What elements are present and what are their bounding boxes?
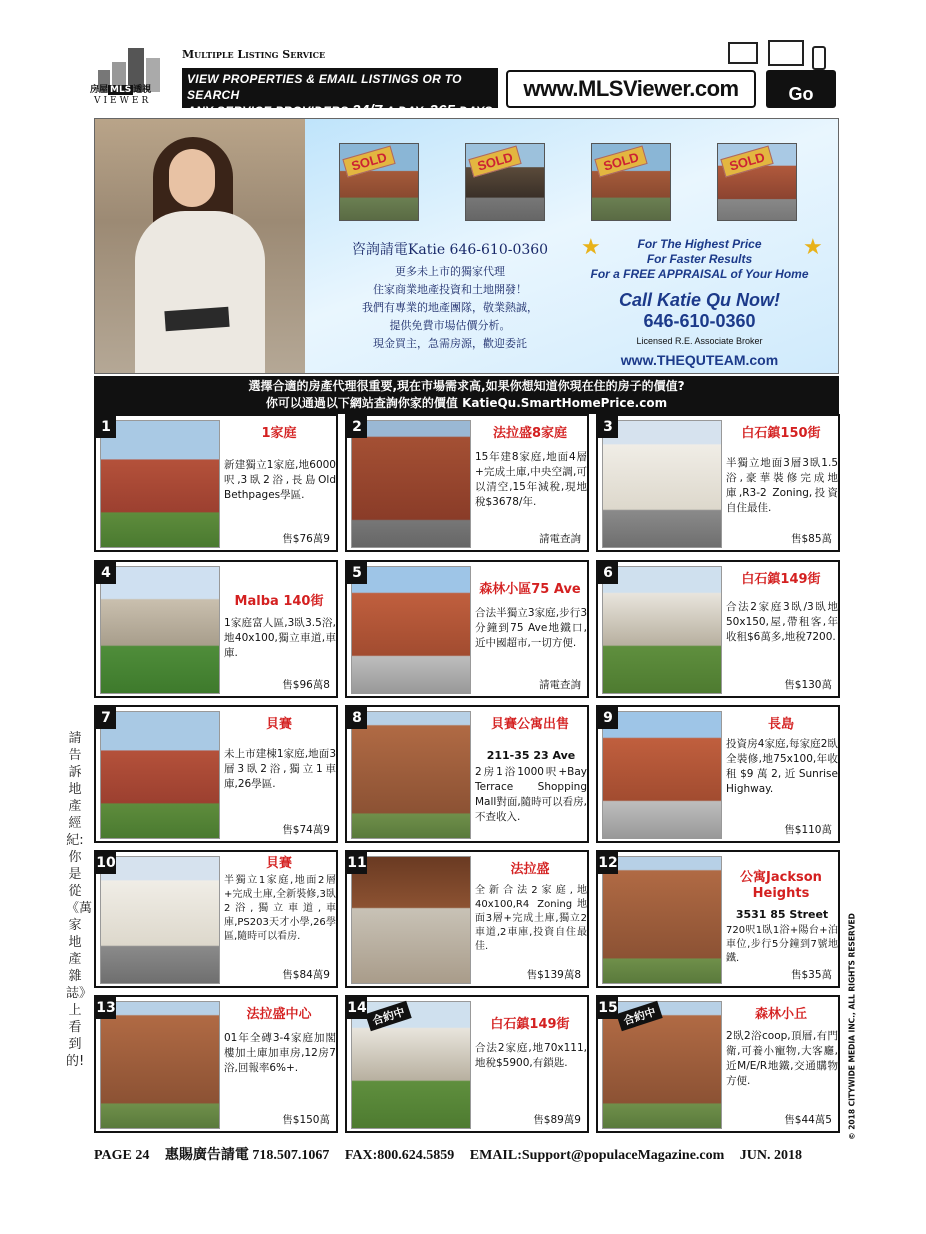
listing-photo (602, 420, 722, 548)
listing-description: 合法2家庭,地70x111,地稅$5900,有鎖匙. (475, 1042, 587, 1069)
listing-card[interactable] (94, 850, 338, 988)
chinese-ad-line: 現金買主，急需房源，歡迎委託 (373, 337, 527, 350)
listing-price: 售$96萬8 (282, 679, 330, 691)
listing-description: 新建獨立1家庭,地6000呎,3臥2浴,長島Old Bethpages學區. (224, 459, 336, 501)
listing-number: 8 (347, 707, 367, 729)
sold-house-photo (339, 143, 419, 221)
listing-price: 售$150萬 (282, 1114, 330, 1126)
under-contract-badge: 合約中 (365, 1001, 411, 1031)
listing-photo (602, 566, 722, 694)
chinese-ad-line: 提供免費市場估價分析。 (389, 319, 511, 332)
listing-title: 森林小丘 (754, 1007, 807, 1022)
listing-description: 半獨立1家庭,地面2層+完成土庫,全新裝修,3臥2浴,獨立車道,車庫,PS203天才小學,26學區,隨時可以看房. (224, 875, 336, 942)
listing-number: 2 (347, 416, 367, 438)
tagline-24-7: 24/7 (352, 102, 383, 119)
listing-number: 15 (598, 997, 618, 1019)
listing-description: 全新合法2家庭,地40x100,R4 Zoning地面3層+完成土庫,獨立2車道,2車庫,投資自住最佳. (475, 885, 587, 952)
listing-price: 售$139萬8 (526, 969, 581, 981)
listing-card[interactable] (94, 560, 338, 698)
license-text: Licensed R.E. Associate Broker (636, 336, 763, 346)
listing-title: 貝賽公寓出售 (490, 717, 569, 732)
listing-photo (602, 711, 722, 839)
website-url-link[interactable]: www.MLSViewer.com (506, 70, 756, 108)
listing-number: 14 (347, 997, 367, 1019)
listing-title: 森林小區75 Ave (479, 582, 581, 597)
ad-headline: For The Highest Price (637, 237, 762, 251)
listing-description: 投資房4家庭,每家庭2臥全裝修,地75x100,年收租$9萬2,近Sunrise Highway. (726, 738, 838, 795)
listing-card[interactable] (94, 705, 338, 843)
listing-title: Malba 140街 (234, 594, 324, 609)
listing-title: 法拉盛 (510, 862, 550, 877)
page-number: PAGE 24 (94, 1148, 150, 1163)
listing-description: 1家庭富人區,3臥3.5浴,地40x100,獨立車道,車庫. (224, 617, 336, 659)
home-value-notice (94, 376, 839, 414)
agent-website-link[interactable]: www.THEQUTEAM.com (620, 352, 779, 368)
banner-content (305, 119, 839, 374)
listing-price: 請電查詢 (539, 679, 581, 691)
sold-tag: SOLD (594, 145, 647, 177)
tagline-text: A DAY, (382, 104, 430, 118)
contact-email[interactable]: EMAIL:Support@populaceMagazine.com (469, 1148, 725, 1163)
listing-photo (100, 420, 220, 548)
listing-photo (351, 711, 471, 839)
listing-number: 12 (598, 852, 618, 874)
notice-line-1: 選擇合適的房產代理很重要,現在市場需求高,如果你想知道你現在住的房子的價值? (248, 379, 685, 393)
listing-price: 售$35萬 (790, 969, 832, 981)
ad-phone: 惠賜廣告請電 718.507.1067 (164, 1148, 330, 1163)
logo-brand-left: 房屋 (90, 85, 109, 95)
chinese-ad-line: 住家商業地產投資和土地開發！ (373, 283, 527, 296)
listing-photo (100, 711, 220, 839)
logo-brand-right: 透視 (133, 85, 152, 95)
listing-number: 13 (96, 997, 116, 1019)
listing-photo (100, 566, 220, 694)
mls-title: Multiple Listing Service (182, 48, 326, 61)
chinese-phone-line: 咨詢請電Katie 646-610-0360 (351, 242, 549, 258)
listing-number: 6 (598, 562, 618, 584)
tagline-line-1: VIEW PROPERTIES & EMAIL LISTINGS OR TO SEARCH (187, 72, 462, 102)
listing-price: 請電查詢 (539, 533, 581, 545)
listing-number: 5 (347, 562, 367, 584)
listing-description: 2房1浴1000呎+Bay Terrace Shopping Mall對面,隨時可以看房,不查收入. (475, 766, 588, 823)
listing-price: 售$89萬9 (533, 1114, 581, 1126)
listing-number: 7 (96, 707, 116, 729)
listing-description: 01年全磚3-4家庭加閣樓加土庫加車房,12房7浴,回報率6%+. (224, 1032, 336, 1074)
listing-title: 貝賽 (265, 856, 292, 871)
copyright-vertical (844, 910, 858, 1150)
listing-photo (602, 856, 722, 984)
page-footer (94, 1144, 839, 1164)
listing-price: 售$44萬5 (784, 1114, 832, 1126)
listing-description: 合法半獨立3家庭,步行3分鐘到75 Ave地鐵口,近中國超市,一切方便. (475, 607, 587, 649)
listing-card[interactable] (596, 560, 840, 698)
phone-icon (812, 46, 826, 70)
listing-price: 售$76萬9 (282, 533, 330, 545)
listing-card[interactable] (596, 850, 840, 988)
logo-brand-mls: MLS (110, 85, 132, 95)
listing-title: 貝賽 (265, 717, 292, 732)
logo-brand (90, 82, 151, 95)
service-tagline (182, 68, 498, 119)
listing-photo (100, 1001, 220, 1129)
star-icon: ★ (803, 235, 823, 260)
sold-house-photo (591, 143, 671, 221)
listing-description: 15年建8家庭,地面4層+完成土庫,中央空調,可以清空,15年減稅,現地稅$3678/年. (475, 451, 587, 508)
listing-card[interactable] (345, 705, 589, 843)
listing-description: 2臥2浴coop,頂層,有門衛,可養小寵物,大客廳,近M/E/R地鐵,交通購物方便. (726, 1030, 838, 1087)
tagline-text: DAYS (455, 104, 493, 118)
listing-description: 720呎1臥1浴+陽台+泊車位,步行5分鐘到7號地鐵. (726, 925, 838, 964)
tagline-text: ANY SERVICE PROVIDERS (187, 104, 353, 118)
under-contract-badge: 合約中 (616, 1001, 662, 1031)
listing-price: 售$130萬 (784, 679, 832, 691)
listing-number: 9 (598, 707, 618, 729)
ad-headline: For a FREE APPRAISAL of Your Home (590, 267, 809, 281)
listing-description: 半獨立地面3層3臥1.5浴,豪華裝修完成地庫,R3-2 Zoning,投資自住最佳. (726, 457, 838, 514)
ad-headline: For Faster Results (646, 252, 753, 266)
devices-icon (708, 40, 850, 72)
notice-line-2: 你可以通過以下網站查詢你家的價值 KatieQu.SmartHomePrice.com (265, 396, 668, 410)
listing-price: 售$84萬9 (282, 969, 330, 981)
listing-card[interactable] (94, 995, 338, 1133)
laptop-icon (768, 40, 804, 66)
listing-card[interactable] (345, 995, 589, 1133)
listing-price: 售$110萬 (784, 824, 832, 836)
agent-banner-ad (94, 118, 839, 374)
listing-address: 211-35 23 Ave (486, 749, 576, 762)
sold-tag: SOLD (468, 145, 521, 177)
listing-title: 白石鎮150街 (741, 426, 821, 441)
monitor-icon (728, 42, 758, 64)
listing-photo (351, 566, 471, 694)
listing-price: 售$74萬9 (282, 824, 330, 836)
issue-date: JUN. 2018 (739, 1148, 803, 1163)
listing-description: 合法2家庭3臥/3臥地50x150,屋,帶租客,年收租$6萬多,地稅7200. (726, 601, 838, 643)
listing-number: 1 (96, 416, 116, 438)
sold-tag: SOLD (342, 145, 395, 177)
listing-card[interactable] (596, 414, 840, 552)
listing-card[interactable] (345, 560, 589, 698)
chinese-ad-line: 我們有專業的地產團隊，敬業熱誠， (362, 301, 538, 314)
masthead (90, 40, 850, 119)
listing-card[interactable] (345, 414, 589, 552)
listing-photo (351, 420, 471, 548)
listing-photo (351, 856, 471, 984)
agent-phone[interactable]: 646-610-0360 (643, 311, 756, 331)
sold-house-photo (717, 143, 797, 221)
listing-title: 法拉盛8家庭 (492, 426, 568, 441)
listing-number: 3 (598, 416, 618, 438)
listing-number: 11 (347, 852, 367, 874)
copyright-text: © 2018 CITYWIDE MEDIA INC., ALL RIGHTS RESERVED (847, 913, 857, 1140)
magazine-reminder-vertical: 請告訴地產經紀:你是從《萬家地產雜誌》上看到的! (66, 731, 93, 1069)
call-to-action: Call Katie Qu Now! (618, 290, 780, 310)
fax-number: FAX:800.624.5859 (344, 1148, 455, 1163)
logo-viewer-text: VIEWER (94, 96, 152, 106)
listing-address: 3531 85 Street (735, 908, 829, 921)
listing-price: 售$85萬 (790, 533, 832, 545)
listing-card[interactable] (345, 850, 589, 988)
listing-title: 1家庭 (261, 426, 297, 441)
go-button[interactable]: Go (766, 70, 836, 108)
listing-card[interactable] (596, 705, 840, 843)
listing-number: 10 (96, 852, 116, 874)
mls-viewer-logo[interactable] (90, 46, 174, 110)
agent-face (169, 149, 215, 207)
listing-title: 長島 (767, 717, 794, 732)
sold-house-photo (465, 143, 545, 221)
tagline-line-2 (187, 103, 493, 119)
tagline-365: 365 (429, 102, 456, 119)
listing-photo (100, 856, 220, 984)
listing-description: 未上市建棟1家庭,地面3層3臥2浴,獨立1車庫,26學區. (224, 748, 336, 790)
agent-jacket (135, 211, 265, 374)
listing-card[interactable] (596, 995, 840, 1133)
star-icon: ★ (581, 235, 601, 260)
chinese-ad-text (335, 239, 565, 353)
chinese-ad-line: 更多未上市的獨家代理 (395, 265, 505, 278)
listing-title: 白石鎮149街 (490, 1017, 570, 1032)
listing-title: 公寓Jackson Heights (740, 870, 822, 901)
listing-card[interactable] (94, 414, 338, 552)
sold-tag: SOLD (720, 145, 773, 177)
listing-title: 法拉盛中心 (246, 1007, 312, 1022)
agent-photo (95, 119, 305, 374)
listing-number: 4 (96, 562, 116, 584)
listing-title: 白石鎮149街 (741, 572, 821, 587)
english-ad-text (567, 237, 832, 368)
